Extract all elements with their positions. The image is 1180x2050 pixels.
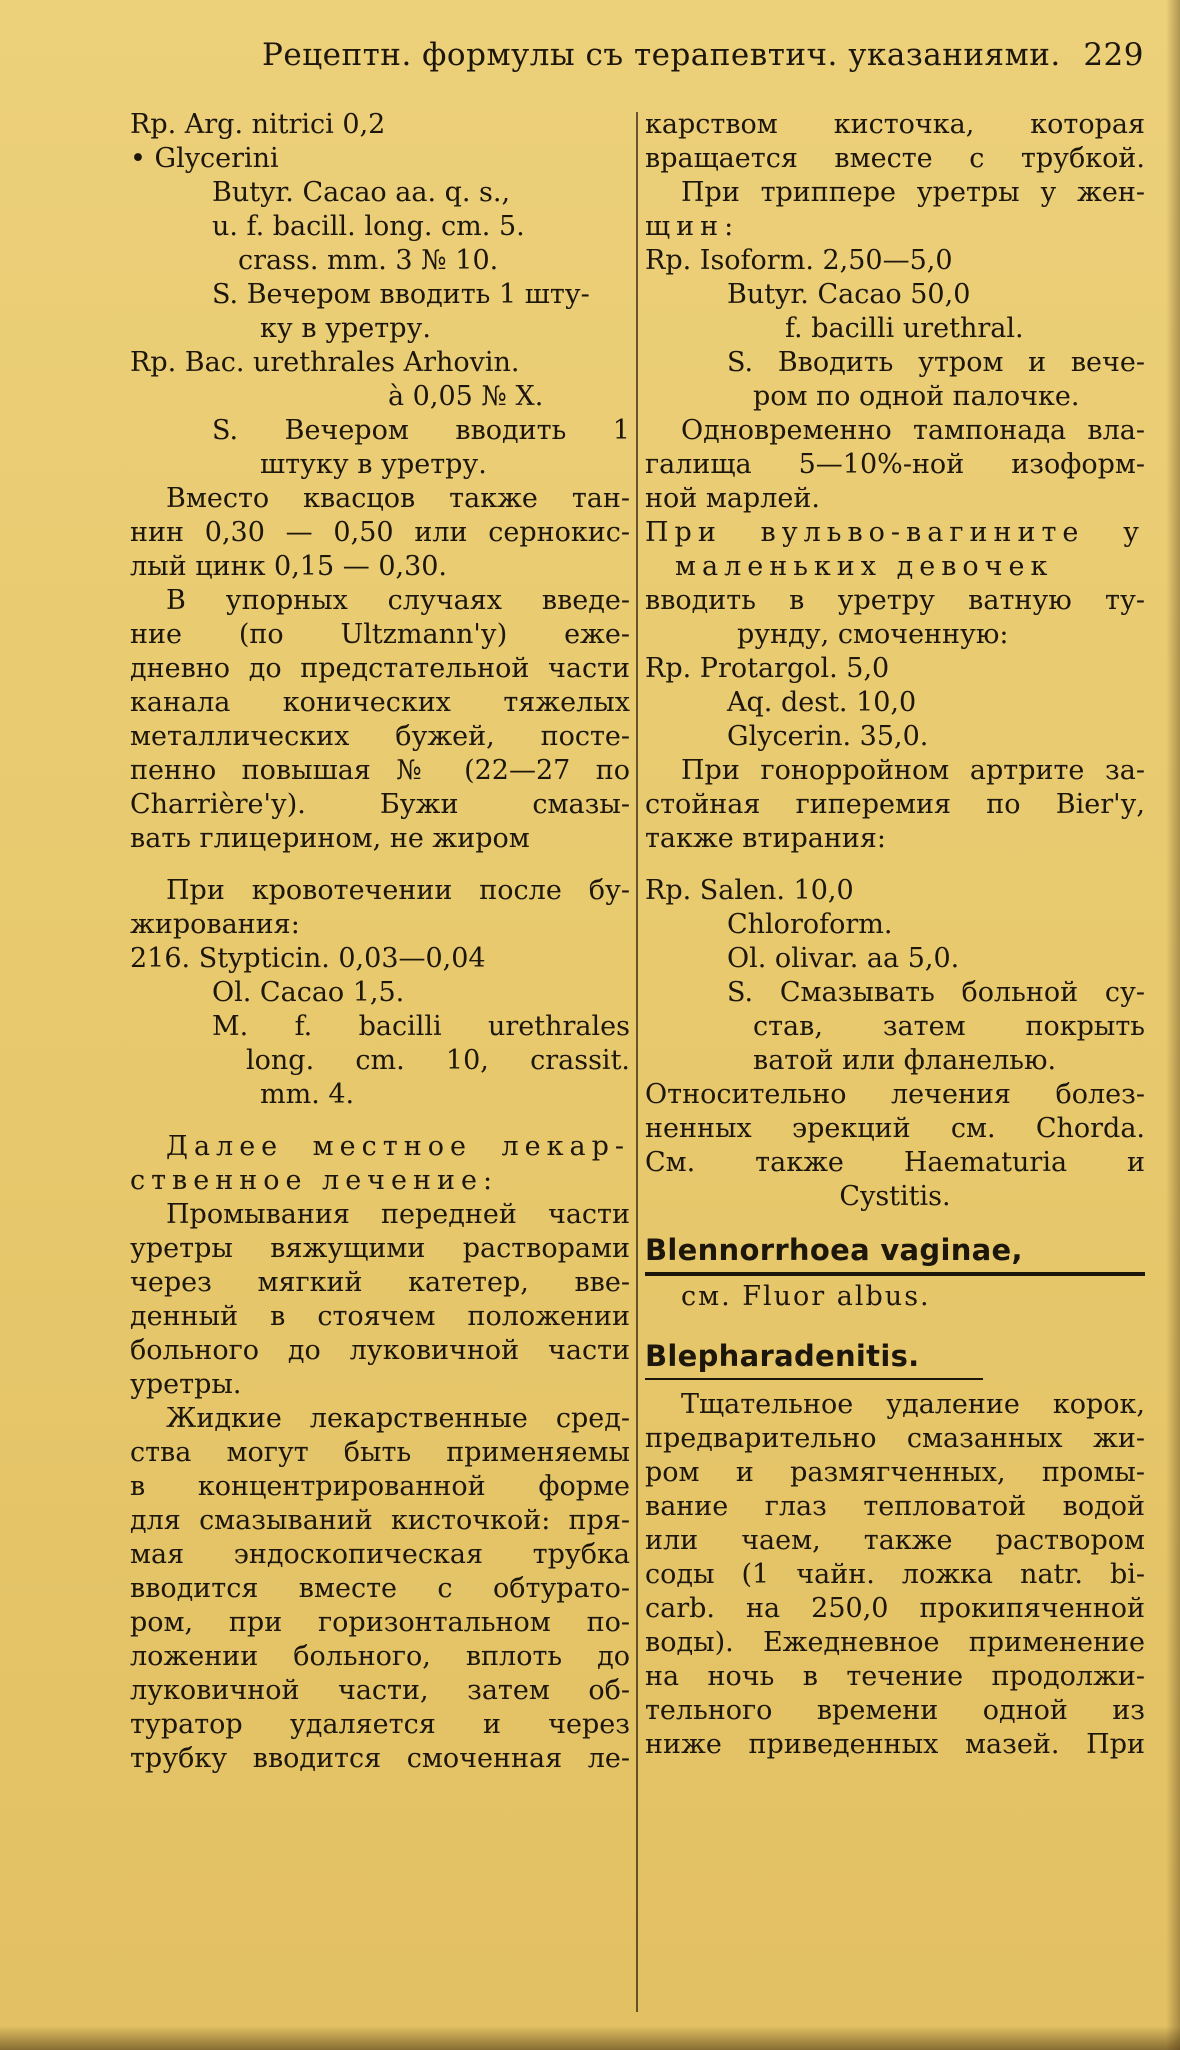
text-line: Одновременно тампонада вла-	[681, 415, 1145, 446]
text-line: карством кисточка, которая	[645, 109, 1145, 140]
text-line: лый цинк 0,15 — 0,30.	[130, 551, 448, 582]
text-line: Butyr. Cacao aa. q. s.,	[212, 177, 511, 208]
text-line: жирования:	[130, 909, 300, 940]
section-blennorrhoea	[645, 1230, 1145, 1314]
text-line: При вульво-вагините у	[645, 517, 1145, 548]
text-line: ства могут быть применяемы	[130, 1437, 630, 1468]
paragraph-gap	[130, 856, 630, 874]
text-line: S. Вводить утром и вече-	[727, 347, 1145, 378]
text-line: В упорных случаях введе-	[166, 585, 630, 616]
text-line: Rp. Bac. urethrales Arhovin.	[130, 347, 520, 378]
left-column	[130, 108, 630, 1776]
section-blepharadenitis	[645, 1336, 1145, 1762]
text-line: Aq. dest. 10,0	[727, 687, 917, 718]
text-line: для смазываний кисточкой: пря-	[130, 1505, 630, 1536]
text-line: S. Вечером вводить 1	[212, 415, 630, 446]
text-line: тельного времени одной из	[645, 1695, 1145, 1726]
text-line: больного до луковичной части	[130, 1335, 630, 1366]
text-line: нин 0,30 — 0,50 или сернокис-	[130, 517, 630, 548]
text-line: воды). Ежедневное применение	[645, 1627, 1145, 1658]
text-line: в концентрированной форме	[130, 1471, 630, 1502]
section-heading-blennorrhoea: Blennorrhoea vaginae,	[645, 1233, 1023, 1267]
text-line: вращается вместе с трубкой.	[645, 143, 1145, 174]
text-line: ние (по Ultzmann'у) еже-	[130, 619, 630, 650]
text-line: штуку в уретру.	[260, 449, 487, 480]
text-line: трубку вводится смоченная ле-	[130, 1743, 630, 1774]
text-line: При триппере уретры у жен-	[681, 177, 1145, 208]
text-line: mm. 4.	[260, 1079, 355, 1110]
text-line: через мягкий катетер, вве-	[130, 1267, 630, 1298]
text-line: луковичной части, затем об-	[130, 1675, 630, 1706]
text-line: carb. на 250,0 прокипяченной	[645, 1593, 1145, 1624]
text-line: маленьких девочек	[675, 551, 1054, 582]
paragraph-gap	[645, 856, 1145, 874]
text-line: Ol. olivar. aa 5,0.	[727, 943, 960, 974]
text-line: Промывания передней части	[166, 1199, 630, 1230]
text-line: ной марлей.	[645, 483, 820, 514]
text-line: ром и размягченных, промы-	[645, 1457, 1145, 1488]
text-line: галища 5—10%-ной изоформ-	[645, 449, 1145, 480]
text-line: стойная гиперемия по Bier'у,	[645, 789, 1145, 820]
text-line: Вместо квасцов также тан-	[166, 483, 630, 514]
text-line: на ночь в течение продолжи-	[645, 1661, 1145, 1692]
text-line: вводится вместе с обтурато-	[130, 1573, 630, 1604]
text-line: M. f. bacilli urethrales	[212, 1011, 630, 1042]
text-line: S. Смазывать больной су-	[727, 977, 1145, 1008]
section-heading-blepharadenitis: Blepharadenitis.	[645, 1339, 920, 1373]
text-line: 216. Stypticin. 0,03—0,04	[130, 943, 486, 974]
text-line: мая эндоскопическая трубка	[130, 1539, 630, 1570]
text-line: Rp. Arg. nitrici 0,2	[130, 109, 386, 140]
text-line: Относительно лечения болез-	[645, 1079, 1145, 1110]
text-line: Cystitis.	[839, 1181, 951, 1212]
paragraph-gap	[130, 1112, 630, 1130]
text-line: пенно повышая № (22—27 по	[130, 755, 630, 786]
right-column	[645, 108, 1145, 1762]
column-divider	[636, 112, 638, 2012]
text-line: уретры.	[130, 1369, 242, 1400]
text-line: Glycerin. 35,0.	[727, 721, 929, 752]
heading-rule	[645, 1378, 983, 1380]
text-line: При кровотечении после бу-	[166, 875, 630, 906]
text-line: вать глицерином, не жиром	[130, 823, 530, 854]
text-line: Тщательное удаление корок,	[681, 1389, 1145, 1420]
text-line: вводить в уретру ватную ту-	[645, 585, 1145, 616]
text-line: предварительно смазанных жи-	[645, 1423, 1145, 1454]
text-line: ром по одной палочке.	[753, 381, 1080, 412]
text-line: ватой или фланелью.	[753, 1045, 1057, 1076]
text-line: уретры вяжущими растворами	[130, 1233, 630, 1264]
text-line: • Glycerini	[130, 143, 279, 174]
text-line: f. bacilli urethral.	[785, 313, 1024, 344]
text-line: à 0,05 № X.	[388, 381, 544, 412]
text-line: также втирания:	[645, 823, 886, 854]
text-line: Ol. Cacao 1,5.	[212, 977, 405, 1008]
text-line: См. также Haematuria и	[645, 1147, 1145, 1178]
text-line: щин:	[645, 211, 740, 242]
text-line: Rp. Isoform. 2,50—5,0	[645, 245, 953, 276]
text-line: рунду, смоченную:	[737, 619, 1009, 650]
text-line: crass. mm. 3 № 10.	[238, 245, 499, 276]
text-line: Rp. Protargol. 5,0	[645, 653, 890, 684]
text-line: канала конических тяжелых	[130, 687, 630, 718]
text-line: туратор удаляется и через	[130, 1709, 630, 1740]
text-line: Жидкие лекарственные сред-	[166, 1403, 630, 1434]
text-line: дневно до предстательной части	[130, 653, 630, 684]
text-line: long. cm. 10, crassit.	[246, 1045, 630, 1076]
text-line: Далее местное лекар-	[166, 1131, 630, 1162]
text-line: вание глаз тепловатой водой	[645, 1491, 1145, 1522]
text-line: ненных эрекций см. Chorda.	[645, 1113, 1145, 1144]
text-line: ку в уретру.	[260, 313, 431, 344]
cross-reference: см. Fluor albus.	[681, 1281, 931, 1312]
text-line: ниже приведенных мазей. При	[645, 1729, 1145, 1760]
text-line: Chloroform.	[727, 909, 893, 940]
section-body	[645, 1388, 1145, 1762]
text-line: став, затем покрыть	[753, 1011, 1145, 1042]
text-line: Rp. Salen. 10,0	[645, 875, 854, 906]
text-line: ложении больного, вплоть до	[130, 1641, 630, 1672]
text-line: u. f. bacill. long. cm. 5.	[212, 211, 525, 242]
text-line: денный в стоячем положении	[130, 1301, 630, 1332]
running-head-title: Рецептн. формулы съ терапевтич. указаниями.	[262, 37, 1061, 73]
heading-rule	[645, 1272, 1145, 1276]
page-edge-shadow	[1166, 0, 1180, 2050]
page-number: 229	[1083, 37, 1144, 73]
running-head	[262, 32, 1144, 78]
text-line: S. Вечером вводить 1 шту-	[212, 279, 590, 310]
page-edge-shadow	[0, 2026, 1180, 2050]
text-line: или чаем, также раствором	[645, 1525, 1145, 1556]
text-line: металлических бужей, посте-	[130, 721, 630, 752]
text-line: соды (1 чайн. ложка natr. bi-	[645, 1559, 1145, 1590]
text-line: Butyr. Cacao 50,0	[727, 279, 971, 310]
text-line: Charrière'у). Бужи смазы-	[130, 789, 630, 820]
right-column-body	[645, 108, 1145, 1214]
text-line: ственное лечение:	[130, 1165, 499, 1196]
text-line: При гонорройном артрите за-	[681, 755, 1145, 786]
text-line: ром, при горизонтальном по-	[130, 1607, 630, 1638]
